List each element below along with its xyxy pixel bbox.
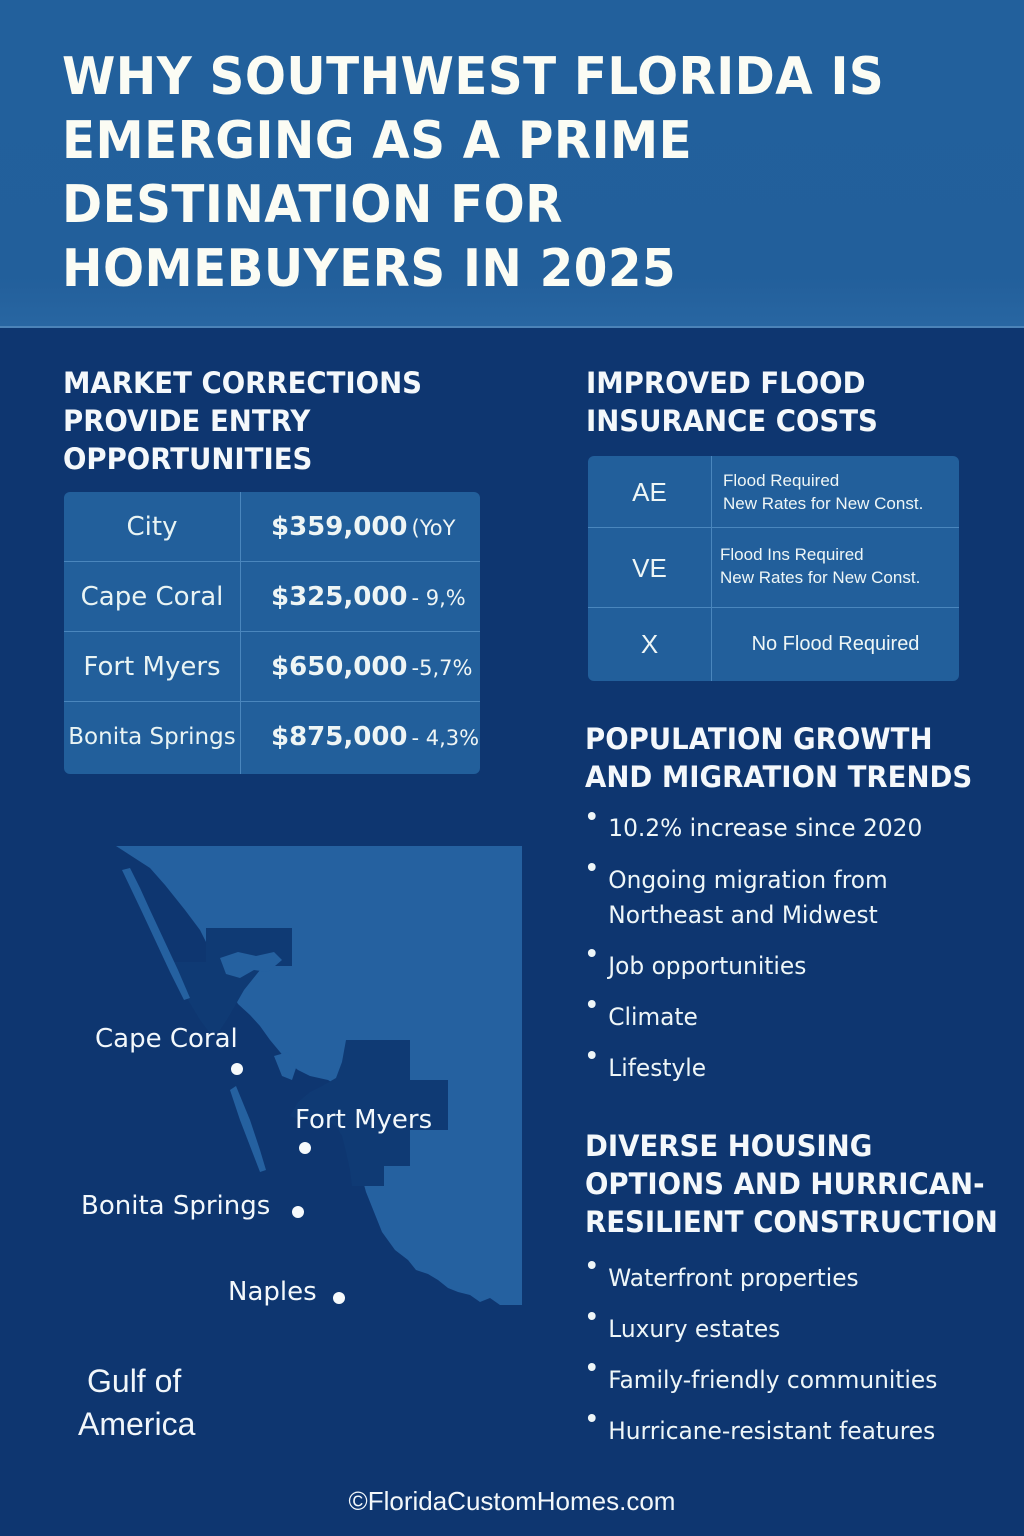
list-item xyxy=(585,1000,922,1034)
bullet-text: Ongoing migration from xyxy=(608,866,888,894)
table-row xyxy=(64,562,480,632)
list-item xyxy=(585,1051,922,1085)
list-item xyxy=(585,1414,937,1448)
change-value: -5,7% xyxy=(411,656,473,680)
city-name: Cape Coral xyxy=(80,582,224,612)
housing-bullet-list xyxy=(585,1261,948,1448)
population-section-title xyxy=(585,720,972,796)
price-value: $650,000 xyxy=(271,652,408,682)
heading-line: INSURANCE COSTS xyxy=(586,404,878,438)
page-title xyxy=(62,45,936,301)
flood-row-x xyxy=(588,608,959,681)
header-banner xyxy=(0,0,1024,328)
bullet-text: Luxury estates xyxy=(608,1315,781,1343)
city-marker-naples xyxy=(333,1292,345,1304)
desc-line: New Rates for New Const. xyxy=(720,568,921,587)
change-value: - 4,3% xyxy=(411,726,480,750)
desc-line: New Rates for New Const. xyxy=(723,494,924,513)
zone-code: VE xyxy=(632,553,667,583)
map-label-naples: Naples xyxy=(228,1277,317,1307)
price-cell xyxy=(271,632,472,702)
list-item xyxy=(585,1261,937,1295)
heading-line: MARKET CORRECTIONS xyxy=(63,366,422,400)
table-header-row xyxy=(64,492,480,562)
bullet-text: Job opportunities xyxy=(608,952,807,980)
bullet-text: Hurricane-resistant features xyxy=(608,1417,936,1445)
flood-section-title xyxy=(586,364,878,440)
zone-description: No Flood Required xyxy=(751,633,920,655)
desc-line: Flood Ins Required xyxy=(720,545,864,564)
list-item xyxy=(585,1312,937,1346)
bullet-text: Lifestyle xyxy=(608,1054,707,1082)
list-item xyxy=(585,863,922,933)
city-name: Bonita Springs xyxy=(68,724,236,750)
heading-line: OPPORTUNITIES xyxy=(63,442,313,476)
city-marker-fort-myers xyxy=(299,1142,311,1154)
bullet-text: Climate xyxy=(608,1003,698,1031)
population-bullet-list xyxy=(585,812,933,1085)
title-line: WHY SOUTHWEST FLORIDA IS xyxy=(62,47,885,107)
heading-line: DIVERSE HOUSING xyxy=(585,1129,873,1163)
market-section-title xyxy=(63,364,422,478)
flood-row-ve xyxy=(588,528,959,608)
barrier-islands xyxy=(230,1086,266,1172)
table-row xyxy=(64,632,480,702)
city-name: Fort Myers xyxy=(83,652,221,682)
change-value: (YoY xyxy=(411,516,456,540)
price-value: $325,000 xyxy=(271,582,408,612)
zone-code: AE xyxy=(632,477,667,507)
zone-description xyxy=(723,469,923,515)
map-label-cape-coral: Cape Coral xyxy=(95,1024,238,1054)
city-marker-cape-coral xyxy=(231,1063,243,1075)
list-item xyxy=(585,1363,937,1397)
title-line: HOMEBUYERS IN 2025 xyxy=(62,239,677,299)
map-label-bonita-springs: Bonita Springs xyxy=(81,1191,271,1221)
water-label-line: Gulf of xyxy=(87,1363,182,1399)
bullet-text: Waterfront properties xyxy=(608,1264,859,1292)
bullet-text: Family-friendly communities xyxy=(608,1366,938,1394)
land-mass xyxy=(116,846,522,1305)
city-marker-bonita-springs xyxy=(292,1206,304,1218)
copyright-footer: ©FloridaCustomHomes.com xyxy=(348,1486,676,1516)
city-header: City xyxy=(126,512,178,542)
title-line: DESTINATION FOR xyxy=(62,175,563,235)
price-cell xyxy=(271,702,479,772)
heading-line: RESILIENT CONSTRUCTION xyxy=(585,1205,998,1239)
bullet-text: Northeast and Midwest xyxy=(608,901,878,929)
water-label-line: America xyxy=(78,1406,196,1442)
change-value: - 9,% xyxy=(411,586,466,610)
heading-line: PROVIDE ENTRY xyxy=(63,404,311,438)
desc-line: Flood Required xyxy=(723,471,840,490)
price-header xyxy=(271,492,455,562)
list-item xyxy=(585,949,922,983)
heading-line: IMPROVED FLOOD xyxy=(586,366,866,400)
list-item xyxy=(585,812,922,844)
zone-code: X xyxy=(640,629,659,659)
market-price-table xyxy=(64,492,480,774)
table-row xyxy=(64,702,480,772)
price-value: $359,000 xyxy=(271,512,408,542)
price-cell xyxy=(271,562,466,632)
housing-section-title xyxy=(585,1127,998,1241)
zone-description xyxy=(720,543,920,589)
heading-line: POPULATION GROWTH xyxy=(585,722,933,756)
price-value: $875,000 xyxy=(271,722,408,752)
gulf-of-america-label xyxy=(78,1360,195,1446)
flood-row-ae xyxy=(588,456,959,528)
heading-line: AND MIGRATION TRENDS xyxy=(585,760,973,794)
bullet-text: 10.2% increase since 2020 xyxy=(608,814,923,842)
title-line: EMERGING AS A PRIME xyxy=(62,111,693,171)
heading-line: OPTIONS AND HURRICAN- xyxy=(585,1167,985,1201)
map-label-fort-myers: Fort Myers xyxy=(295,1105,433,1135)
flood-zone-table xyxy=(588,456,959,681)
